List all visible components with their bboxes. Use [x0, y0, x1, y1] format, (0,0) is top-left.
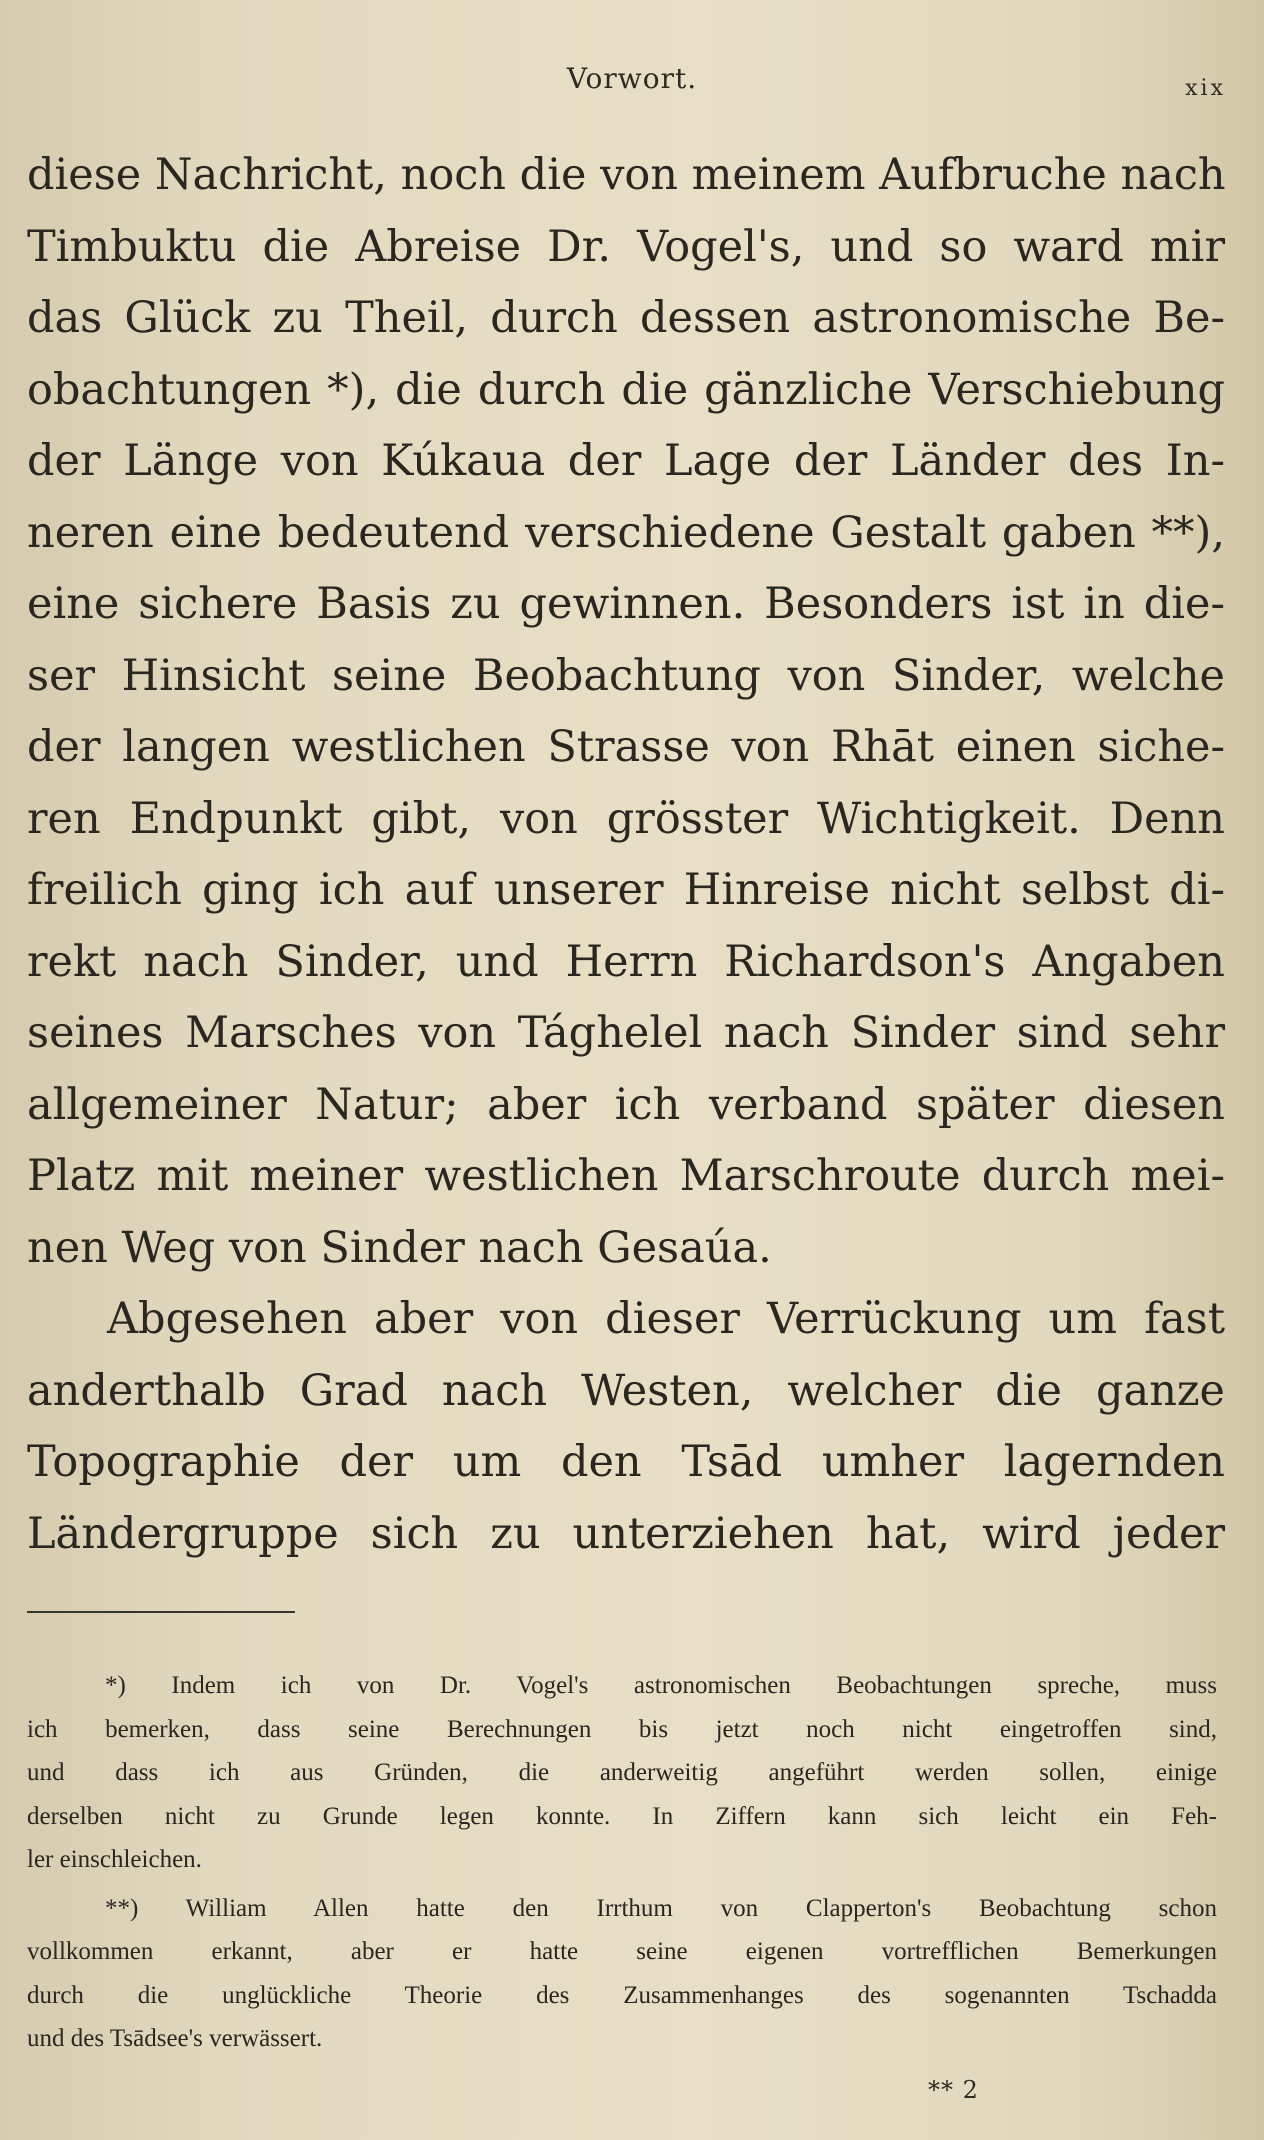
- footnote-line: und dass ich aus Gründen, die anderweitig angeführt werden sollen, einige: [27, 1759, 1217, 1786]
- text-line: Ländergruppe sich zu unterziehen hat, wird jeder: [27, 1508, 1225, 1559]
- text-line: seines Marsches von Tághelel nach Sinder sind sehr: [27, 1008, 1225, 1058]
- footnote-line: und des Tsādsee's verwässert.: [27, 2025, 323, 2052]
- footnote-line: **) William Allen hatte den Irrthum von Clapperton's Beobachtung schon: [105, 1894, 1217, 1922]
- text-line: rekt nach Sinder, und Herrn Richardson's Angaben: [27, 936, 1225, 987]
- text-line: der langen westlichen Strasse von Rhāt einen siche-: [27, 722, 1225, 772]
- text-line: nen Weg von Sinder nach Gesaúa.: [27, 1222, 772, 1273]
- text-line: ser Hinsicht seine Beobachtung von Sinder, welche: [27, 650, 1225, 701]
- text-line: freilich ging ich auf unserer Hinreise nicht selbst di-: [27, 865, 1225, 915]
- text-line: anderthalb Grad nach Westen, welcher die ganze: [27, 1365, 1225, 1416]
- footnotes: [27, 1664, 1217, 2061]
- footnote-line: vollkommen erkannt, aber er hatte seine eigenen vortrefflichen Bemerkungen: [27, 1938, 1217, 1965]
- footnote-line: ich bemerken, dass seine Berechnungen bis jetzt noch nicht eingetroffen sind,: [27, 1715, 1217, 1743]
- text-line: Abgesehen aber von dieser Verrückung um fast: [107, 1294, 1225, 1344]
- text-line: neren eine bedeutend verschiedene Gestalt gaben **),: [27, 507, 1225, 558]
- text-line: eine sichere Basis zu gewinnen. Besonders ist in die-: [27, 579, 1225, 629]
- footnote-line: derselben nicht zu Grunde legen konnte. In Ziffern kann sich leicht ein Feh-: [27, 1802, 1217, 1830]
- text-line: der Länge von Kúkaua der Lage der Länder des In-: [27, 436, 1225, 486]
- text-line: obachtungen *), die durch die gänzliche Verschiebung: [27, 364, 1225, 415]
- running-head: [0, 62, 1264, 102]
- footnote-line: ler einschleichen.: [27, 1846, 202, 1873]
- text-line: Platz mit meiner westlichen Marschroute durch mei-: [27, 1151, 1225, 1201]
- running-title: Vorwort.: [566, 62, 698, 95]
- text-line: diese Nachricht, noch die von meinem Aufbruche nach: [27, 150, 1226, 200]
- text-line: allgemeiner Natur; aber ich verband später diesen: [27, 1079, 1225, 1130]
- footnote-line: durch die unglückliche Theorie des Zusammenhanges des sogenannten Tschadda: [27, 1981, 1217, 2009]
- text-line: Topographie der um den Tsād umher lagernden: [27, 1437, 1225, 1487]
- body-text: [27, 140, 1225, 1570]
- footnote-line: *) Indem ich von Dr. Vogel's astronomischen Beobachtungen spreche, muss: [105, 1672, 1217, 1699]
- text-line: das Glück zu Theil, durch dessen astronomische Be-: [27, 293, 1225, 343]
- text-line: Timbuktu die Abreise Dr. Vogel's, und so ward mir: [27, 221, 1225, 272]
- text-line: ren Endpunkt gibt, von grösster Wichtigkeit. Denn: [27, 793, 1225, 844]
- printer-signature: ** 2: [928, 2076, 979, 2104]
- footnote-divider: [27, 1611, 295, 1613]
- page-number: xix: [1185, 76, 1226, 101]
